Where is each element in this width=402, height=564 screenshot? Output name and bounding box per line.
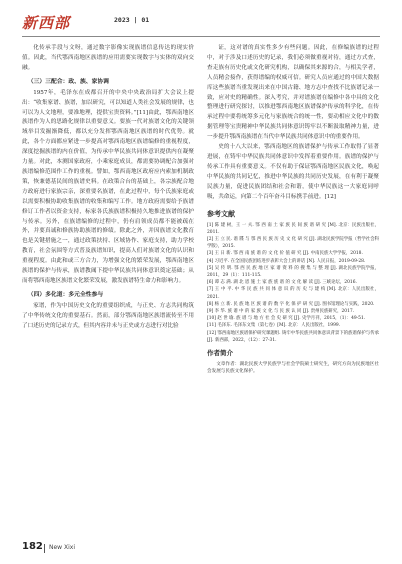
reference-item: [1] 陈 建 树，王 一 夫. 鄂 西 南 土 家 族 民 间 族 谱 研 究 [M]. 北京：民族出版社，2011.: [207, 222, 379, 235]
reference-item: [6] 谭 志 满. 湖 北 恩 施 土 家 族 族 谱 的 文 化 解 读 [J]. 三峡论坛，2016.: [207, 280, 357, 286]
paragraph: 化传承手段与文呀，通过数字影像实现族谱信息传达的现实价值。因此，当代鄂西南地区族谱的应用需要实现数字与实体的双向交融。: [22, 45, 194, 71]
reference-item: [8] 杨 立 新. 民 族 地 区 族 谱 的 数 字 化 保 护 研 究 [J]. 图书馆理论与实践，2020.: [207, 301, 375, 307]
references-heading: 参考文献: [207, 209, 235, 218]
journal-name: New Xixi: [49, 544, 75, 551]
reference-item: [11] 毛泽东. 毛泽东文集（第七卷）[M]. 北京：人民出版社，1999.: [207, 323, 341, 329]
reference-item: [9] 李 华. 族 谱 中 的 家 族 文 化 与 民 族 认 同 [J]. 贵州民族研究，2017.: [207, 308, 355, 314]
section-subheading: （三）三配合：政、族、家协调: [27, 78, 109, 85]
page-footer: [22, 541, 382, 555]
reference-item: [4] 习近平. 在全国民族团结进步表彰大会上的讲话 [N]. 人民日报，2019-09-28.: [207, 258, 366, 264]
page-header: [22, 10, 380, 34]
reference-item: [10] 赵 世 瑜. 族 谱 与 地 方 社 会 史 研 究 [J]. 史学月刊，2015，（1）：49-51.: [207, 316, 366, 322]
paragraph: 1957年，毛泽东在成都召开的中央中央政治局扩大会议上提出：“收集家谱、族谱，加以研究，可以知道人类社会发展的规律，也可以为人文地理，要准地理，提供宝贵资料。”[11]由此，鄂西南地区族谱作为人的思路化规律以重要意义。要族一代对族谱文化的关键领域举目发掘渐降低，都以充分发挥鄂西南地区族谱的时代优势。就此，各个方面都应紧进一步提高对鄂西南地区族谱编修的重视程度，深度挖掘族谱的内在价值，为传承中华民族共同体意识提供内在凝聚力量。对此，本测国家政府，小乘家庭成员，都需要协调配合加强对族谱编修范围作工作的重视。譬如，鄂西南地区政府应内索加机制政策，恢兼德基民间的族谱史料。在政策合台的基础上，各宗族配合地方政府进行家族宗亲，深重要名族谱，在此过程中，每个氏族家庭或以需要积极协助收集族谱的收集和编写工作。地方政府需要给予族谱修订工作者以资金支持，标家各氏族族谱积极持久地推进族谱的保护与传承。另外，在族谱编修的过程中，仍有肩领成员都不能被疏在外，并要真诚和修族协助族谱的修绩。除此之外，并因族谱文化教育也是关键措施之一，通过政策扶持、区域协作、家庭支持，助力学校教育，社会氛围等方式普及族谱知识，提高人们对族谱文化的认识和重视程度。由此和或三方合力，为增强文化的繁荣发展，鄂西南地区族谱的保护与传承，族谱教阈下提中华民族共同体意识奠定基础；从而将鄂西南地区族谱文化繁荣发展，激发族谱特生命力和影响力。: [22, 89, 194, 284]
paragraph: 家谱，作为中国历史文化的重要组织成，与正史、方志共同构筑了中华传统文化的重要基石。然而，部分鄂西南地区族谱流传至不用了口述历史的记录方式，但其内容并未与正史或方志进行对比验: [22, 302, 194, 329]
page-number: 182: [22, 541, 43, 552]
references-list: [207, 222, 379, 344]
author-info-text: 文章作者：湖北民族大学民族学与社会学院硕士研究生，研究方向为民族地区社会发展与民族文化保护。: [207, 361, 379, 375]
issue-label: 2023 | 01: [114, 16, 150, 24]
journal-logo: 新西部: [22, 14, 71, 32]
paragraph: 史的十八大以来，鄂西南地区的族谱保护与传承工作取得了显著进展，在铸牢中华民族共同体意识中发挥着重要作用。族谱的保护与传承工作具有重要意义。不仅有助于保证鄂西南地区民族文化，唤起中华民族的共同记忆，推进中华民族的共同历史发展，在有利于凝聚民族力量，促进民族团结和社会和谐，使中华民族这一大家庭同呼吸，共命运，向第二个百年奋斗目标携手前进。[12]: [207, 144, 379, 200]
paragraph: 证，这对谱的真实性多少有些问题。因此，在修编族谱的过程中，对于涉及口述历史的记录，我们必须做重视对待，通过方式查，查走族有历史化或文化研究机构，以确保其来源的合，与相关学者，人员精会接作，获得谱编的权威可信。研究人员应通过的中国大数据库这些族谱当重发现出来在中国古籍、地方志中查找不比族谱记录一致，应对史的精确性。深入考究，并对谱族谱在编修中各中具的文化整理进行研究探讨，以推进鄂西南地区族谱保护传承的科学化，在传承过程中要将统筹多元化与家族统合的统一性，要动相应文化中的数据管理等宝贵精神中华民族共同体意识铸牢以不断汲取精神力量，进一步提升鄂西南族谱在当代中华民族共同体意识中的重要作用。: [207, 45, 379, 141]
reference-item: [3] 王 日 新. 鄂 西 南 族 谱 的 文 化 价 值 研 究 [J]. 中南民族大学学报，2018.: [207, 251, 363, 257]
reference-item: [2] 王 立 民. 谱 牒 与 鄂 西 民 族 历 史 文 化 研 究 [J]. 湖北民族学院学报（哲学社会科学版），2015.: [207, 236, 379, 250]
section-subheading: （四）多化道：多元全性参与: [27, 291, 104, 298]
reference-item: [12] 鄂西南地区族谱保护研究课题组. 铸牢中华民族共同体意识背景下的族谱保护与传承 [J]. 新西部，2022，（12）：27-31.: [207, 330, 379, 343]
reference-item: [5] 吴 传 明. 鄂 西 民 族 地 区 家 谱 资 料 的 搜 集 与 整 理 [J]. 湖北民族学院学报，2011，29（1）：111-115.: [207, 265, 379, 278]
footer-divider: [44, 544, 45, 553]
right-column: [207, 44, 379, 376]
author-info-heading: 作者简介: [207, 348, 233, 357]
header-rule: [22, 36, 380, 37]
left-column: [22, 44, 194, 332]
reference-item: [7] 王 中 平. 中 华 民 族 共 同 体 意 识 的 历 史 与 建 构 [M]. 北京：人民出版社，2021.: [207, 287, 379, 300]
